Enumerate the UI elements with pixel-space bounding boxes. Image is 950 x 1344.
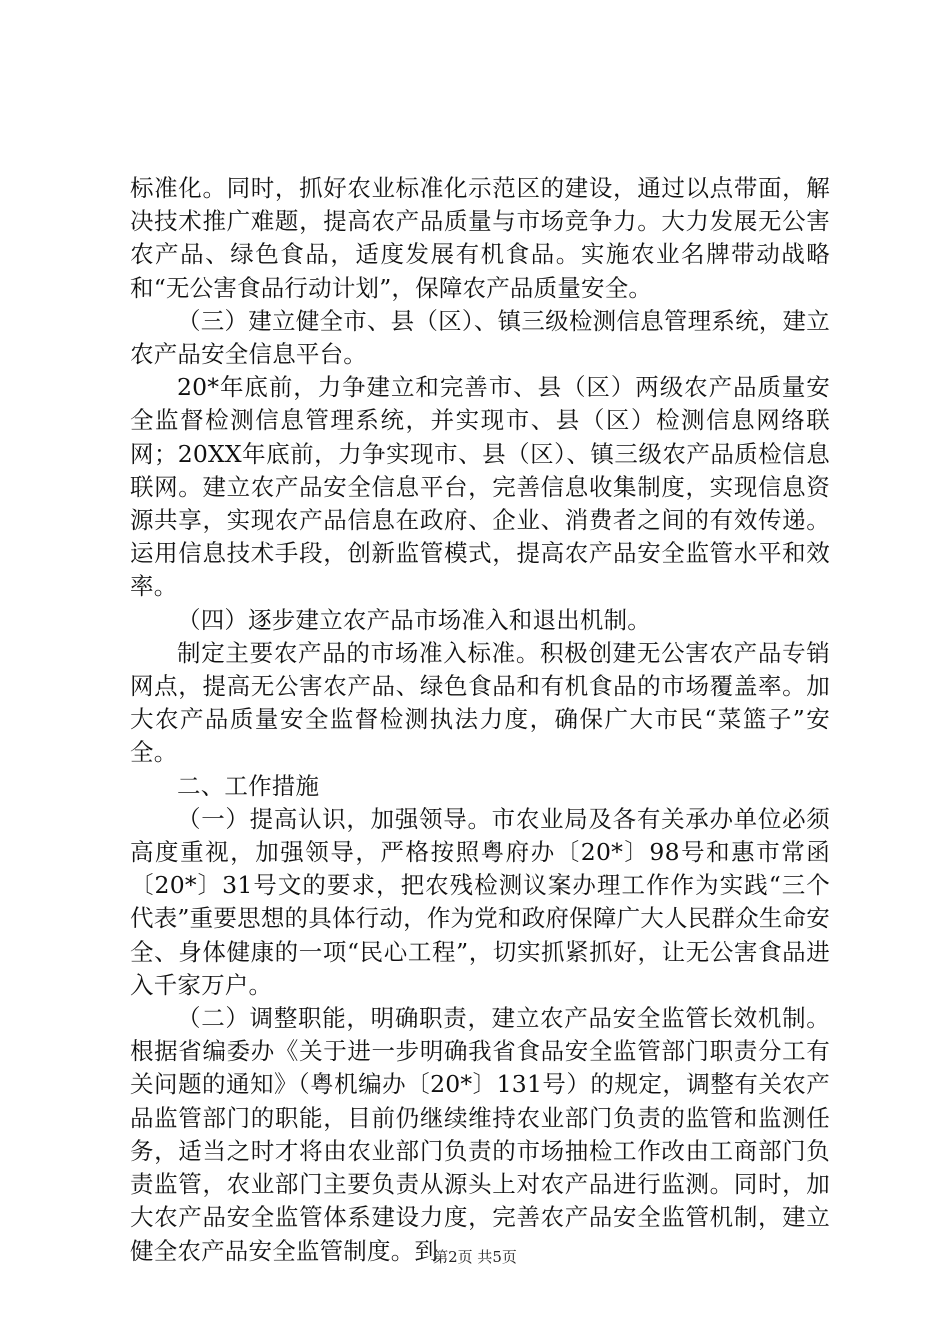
paragraph-measure-one: （一）提高认识，加强领导。市农业局及各有关承办单位必须高度重视，加强领导，严格按照粤府办〔20*〕98号和惠市常函〔20*〕31号文的要求，把农残检测议案办理工作作为实践“三个代表”重要思想的具体行动，作为党和政府保障广大人民群众生命安全、身体健康的一项“民心工程”，切实抓紧抓好，让无公害食品进入千家万户。 bbox=[130, 804, 830, 999]
paragraph-info-network: 20*年底前，力争建立和完善市、县（区）两级农产品质量安全监督检测信息管理系统，并实现市、县（区）检测信息网络联网；20XX年底前，力争实现市、县（区）、镇三级农产品质检信息联网。建立农产品安全信息平台，完善信息收集制度，实现信息资源共享，实现农产品信息在政府、企业、消费者之间的有效传递。运用信息技术手段，创新监管模式，提高农产品安全监管水平和效率。 bbox=[130, 373, 830, 601]
paragraph-heading-three: （三）建立健全市、县（区）、镇三级检测信息管理系统，建立农产品安全信息平台。 bbox=[130, 306, 830, 369]
document-body bbox=[130, 172, 830, 1268]
section-heading-measures: 二、工作措施 bbox=[177, 771, 320, 800]
page-number-footer: 第2页 共5页 bbox=[433, 1248, 517, 1266]
paragraph-market-access: 制定主要农产品的市场准入标准。积极创建无公害农产品专销网点，提高无公害农产品、绿色食品和有机食品的市场覆盖率。加大农产品质量安全监督检测执法力度，确保广大市民“菜篮子”安全。 bbox=[130, 638, 830, 767]
paragraph-heading-four: （四）逐步建立农产品市场准入和退出机制。 bbox=[177, 605, 651, 634]
paragraph-measure-two: （二）调整职能，明确职责，建立农产品安全监管长效机制。根据省编委办《关于进一步明确我省食品安全监管部门职责分工有关问题的通知》（粤机编办〔20*〕131号）的规定，调整有关农产品监管部门的职能，目前仍继续维持农业部门负责的监管和监测任务，适当之时才将由农业部门负责的市场抽检工作改由工商部门负责监管，农业部门主要负责从源头上对农产品进行监测。同时，加大农产品安全监管体系建设力度，完善农产品安全监管机制，建立健全农产品安全监管制度。到 bbox=[130, 1004, 830, 1265]
paragraph-standardization: 标准化。同时，抓好农业标准化示范区的建设，通过以点带面，解决技术推广难题，提高农产品质量与市场竞争力。大力发展无公害农产品、绿色食品，适度发展有机食品。实施农业名牌带动战略和“无公害食品行动计划”，保障农产品质量安全。 bbox=[130, 174, 830, 302]
